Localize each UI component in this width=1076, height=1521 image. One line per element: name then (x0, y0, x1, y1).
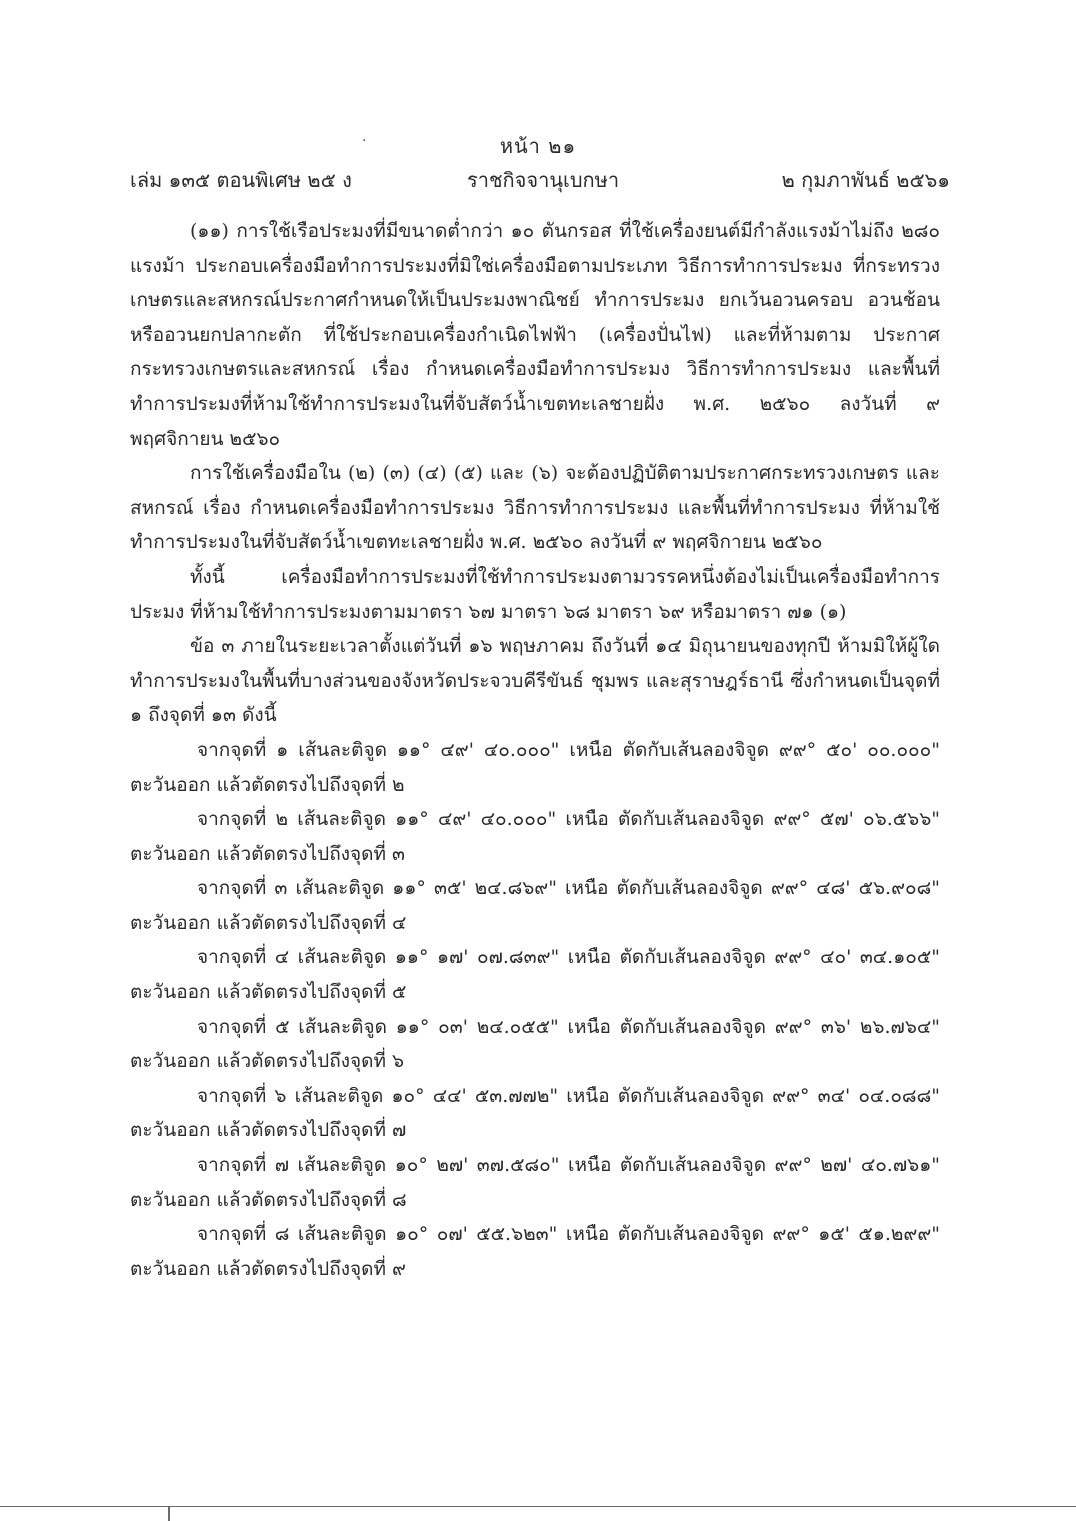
publication-date: ๒ กุมภาพันธ์ ๒๕๖๑ (781, 168, 950, 192)
coordinate-point-8: จากจุดที่ ๘ เส้นละติจูด ๑๐° ๐๗' ๕๕.๖๒๓" เหนือ ตัดกับเส้นลองจิจูด ๙๙° ๑๕' ๕๑.๒๙๙" ตะวันออก แล้วตัดตรงไปถึงจุดที่ ๙ (130, 1223, 940, 1280)
paragraph-clause-3: ข้อ ๓ ภายในระยะเวลาตั้งแต่วันที่ ๑๖ พฤษภาคม ถึงวันที่ ๑๔ มิถุนายนของทุกปี ห้ามมิให้ผู้ใดทำการประมงในพื้นที่บางส่วนของจังหวัดประจวบคีรีขันธ์ ชุมพร และสุราษฎร์ธานี ซึ่งกำหนดเป็นจุดที่ ๑ ถึงจุดที่ ๑๓ ดังนี้ (130, 635, 940, 727)
coordinate-point-7: จากจุดที่ ๗ เส้นละติจูด ๑๐° ๒๗' ๓๗.๕๘๐" เหนือ ตัดกับเส้นลองจิจูด ๙๙° ๒๗' ๔๐.๗๖๑" ตะวันออก แล้วตัดตรงไปถึงจุดที่ ๘ (130, 1154, 940, 1211)
paragraph-prohibition-note: ทั้งนี้ เครื่องมือทำการประมงที่ใช้ทำการประมงตามวรรคหนึ่งต้องไม่เป็นเครื่องมือทำการประมง ที่ห้ามใช้ทำการประมงตามมาตรา ๖๗ มาตรา ๖๘ มาตรา ๖๙ หรือมาตรา ๗๑ (๑) (130, 565, 940, 623)
paragraph-tools-conditions: การใช้เครื่องมือใน (๒) (๓) (๔) (๕) และ (๖) จะต้องปฏิบัติตามประกาศกระทรวงเกษตร และสหกรณ์ เรื่อง กำหนดเครื่องมือทำการประมง วิธีการทำการประมง และพื้นที่ทำการประมง ที่ห้ามใช้ทำการประมงในที่จับสัตว์น้ำเขตทะเลชายฝั่ง พ.ศ. ๒๕๖๐ ลงวันที่ ๙ พฤศจิกายน ๒๕๖๐ (130, 462, 940, 554)
paragraph-item-11: (๑๑) การใช้เรือประมงที่มีขนาดต่ำกว่า ๑๐ ตันกรอส ที่ใช้เครื่องยนต์มีกำลังแรงม้าไม่ถึง ๒๘๐ แรงม้า ประกอบเครื่องมือทำการประมงที่มิใช่เครื่องมือตามประเภท วิธีการทำการประมง ที่กระทรวงเกษตรและสหกรณ์ประกาศกำหนดให้เป็นประมงพาณิชย์ ทำการประมง ยกเว้นอวนครอบ อวนช้อน หรืออวนยกปลากะตัก ที่ใช้ประกอบเครื่องกำเนิดไฟฟ้า (เครื่องปั่นไฟ) และที่ห้ามตาม ประกาศกระทรวงเกษตรและสหกรณ์ เรื่อง กำหนดเครื่องมือทำการประมง วิธีการทำการประมง และพื้นที่ทำการประมงที่ห้ามใช้ทำการประมงในที่จับสัตว์น้ำเขตทะเลชายฝั่ง พ.ศ. ๒๕๖๐ ลงวันที่ ๙ พฤศจิกายน ๒๕๖๐ (130, 220, 940, 450)
publication-title: ราชกิจจานุเบกษา (467, 168, 620, 192)
coordinate-point-1: จากจุดที่ ๑ เส้นละติจูด ๑๑° ๔๙' ๔๐.๐๐๐" เหนือ ตัดกับเส้นลองจิจูด ๙๙° ๕๐' ๐๐.๐๐๐" ตะวันออก แล้วตัดตรงไปถึงจุดที่ ๒ (130, 738, 940, 796)
coordinate-point-6: จากจุดที่ ๖ เส้นละติจูด ๑๐° ๔๔' ๕๓.๗๗๒" เหนือ ตัดกับเส้นลองจิจูด ๙๙° ๓๔' ๐๔.๐๘๘" ตะวันออก แล้วตัดตรงไปถึงจุดที่ ๗ (130, 1084, 940, 1142)
document-body (130, 214, 940, 1286)
page-number: หน้า ๒๑ (499, 134, 577, 158)
gazette-header (130, 164, 950, 194)
coordinate-point-2: จากจุดที่ ๒ เส้นละติจูด ๑๑° ๔๙' ๔๐.๐๐๐" เหนือ ตัดกับเส้นลองจิจูด ๙๙° ๕๗' ๐๖.๕๖๖" ตะวันออก แล้วตัดตรงไปถึงจุดที่ ๓ (130, 808, 940, 865)
scan-dot-mark: · (362, 133, 367, 149)
volume-issue: เล่ม ๑๓๕ ตอนพิเศษ ๒๕ ง (130, 168, 352, 192)
footer-rule (0, 1506, 1076, 1507)
coordinate-point-5: จากจุดที่ ๕ เส้นละติจูด ๑๑° ๐๓' ๒๔.๐๕๕" เหนือ ตัดกับเส้นลองจิจูด ๙๙° ๓๖' ๒๖.๗๖๔" ตะวันออก แล้วตัดตรงไปถึงจุดที่ ๖ (130, 1015, 940, 1073)
coordinate-point-4: จากจุดที่ ๔ เส้นละติจูด ๑๑° ๑๗' ๐๗.๘๓๙" เหนือ ตัดกับเส้นลองจิจูด ๙๙° ๔๐' ๓๔.๑๐๕" ตะวันออก แล้วตัดตรงไปถึงจุดที่ ๕ (130, 946, 940, 1004)
coordinate-point-3: จากจุดที่ ๓ เส้นละติจูด ๑๑° ๓๕' ๒๔.๘๖๙" เหนือ ตัดกับเส้นลองจิจูด ๙๙° ๔๘' ๕๖.๙๐๘" ตะวันออก แล้วตัดตรงไปถึงจุดที่ ๔ (130, 877, 940, 934)
footer-tick-mark (168, 1507, 170, 1521)
